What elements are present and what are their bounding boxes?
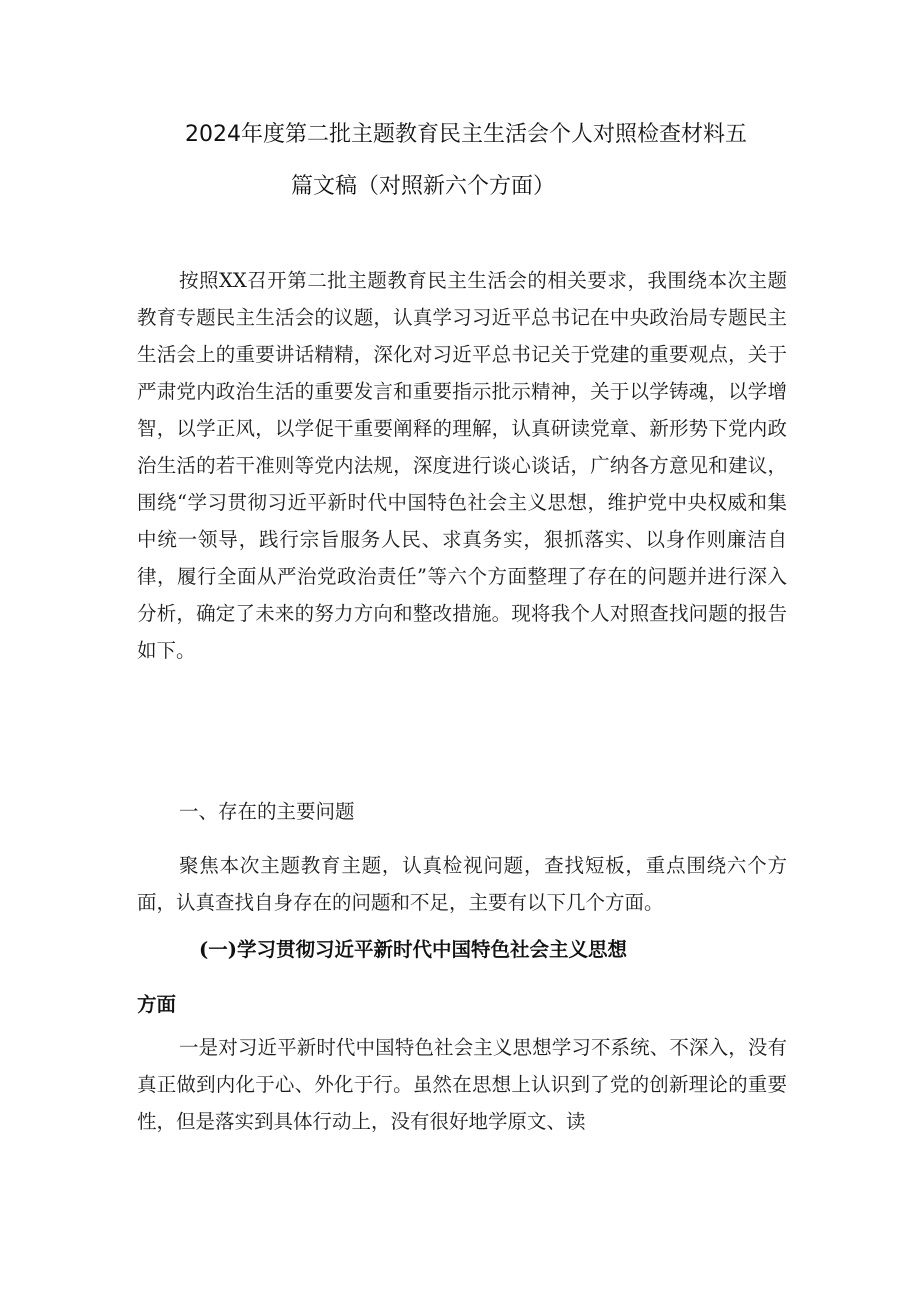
subheading-line-2: 方面 <box>137 993 177 1016</box>
focus-paragraph: 聚焦本次主题教育主题，认真检视问题，查找短板，重点围绕六个方面，认真查找自身存在的问题和不足，主要有以下几个方面。 <box>137 854 787 914</box>
subheading-line-1: (一)学习贯彻习近平新时代中国特色社会主义思想 <box>199 938 627 961</box>
intro-paragraph: 按照XX召开第二批主题教育民主生活会的相关要求，我围绕本次主题教育专题民主生活会的议题，认真学习习近平总书记在中央政治局专题民主生活会上的重要讲话精精，深化对习近平总书记关于党建的重要观点，关于严肃党内政治生活的重要发言和重要指示批示精神，关于以学铸魂，以学增智，以学正风，以学促干重要阐释的理解，认真研读党章、新形势下党内政治生活的若干准则等党内法规，深度进行谈心谈话，广纳各方意见和建议，围绕“学习贯彻习近平新时代中国特色社会主义思想，维护党中央权威和集中统一领导，践行宗旨服务人民、求真务实，狠抓落实、以身作则廉洁自律，履行全面从严治党政治责任”等六个方面整理了存在的问题并进行深入分析，确定了未来的努力方向和整改措施。现将我个人对照查找问题的报告如下。 <box>137 269 787 662</box>
point-one-paragraph: 一是对习近平新时代中国特色社会主义思想学习不系统、不深入，没有真正做到内化于心、外化于行。虽然在思想上认识到了党的创新理论的重要性，但是落实到具体行动上，没有很好地学原文、读 <box>137 1036 787 1133</box>
subheading <box>137 931 787 1023</box>
document-title-line-1: 2024年度第二批主题教育民主生活会个人对照检查材料五 <box>185 122 747 147</box>
section-heading: 一、存在的主要问题 <box>179 800 355 823</box>
document-title-line-2: 篇文稿（对照新六个方面） <box>291 174 556 199</box>
